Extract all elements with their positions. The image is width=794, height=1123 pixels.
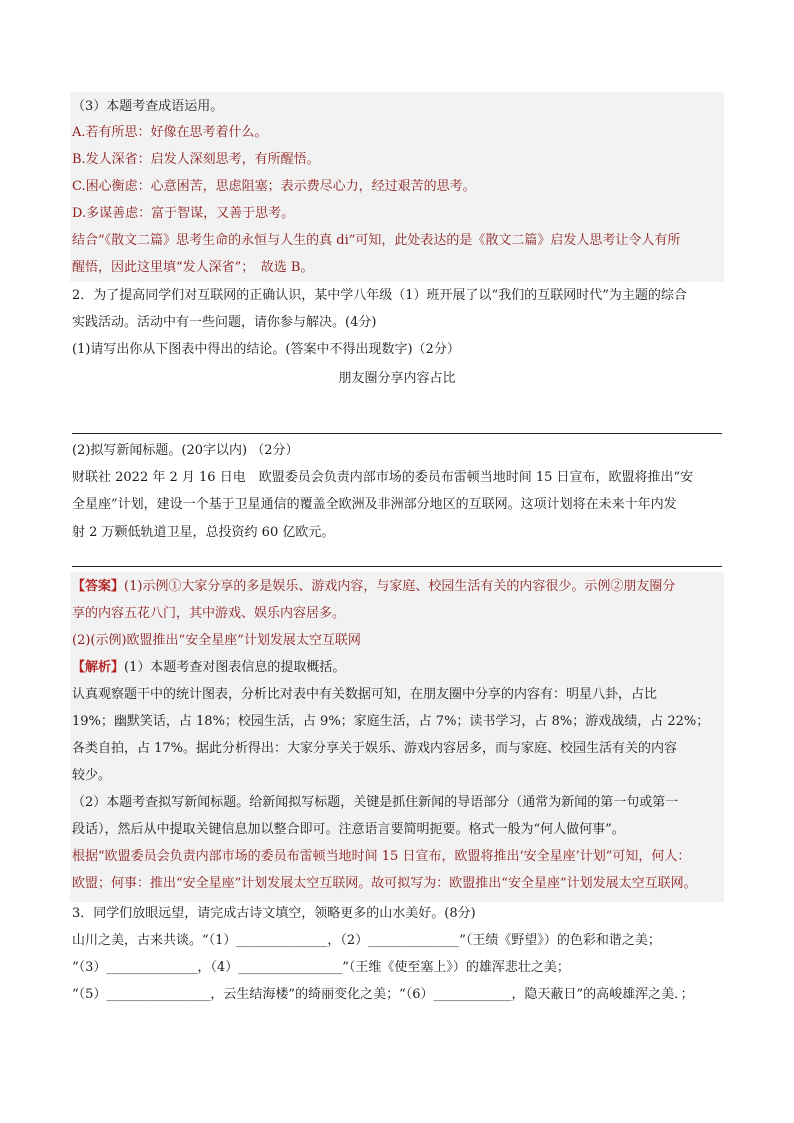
section1-line-2: A.若有所思：好像在思考着什么。 [72,125,268,140]
analysis-line-1: 认真观察题干中的统计图表，分析比对表中有关数据可知，在朋友圈中分享的内容有：明星八卦，占比 [72,687,658,702]
section1-line-3: B.发人深省：启发人深刻思考，有所醒悟。 [72,152,320,167]
analysis-tag: 【解析】 [72,660,125,675]
analysis-red-line-1: 根据“欧盟委员会负责内部市场的委员布雷顿当地时间 15 日宣布，欧盟将推出‘安全星座’计划”可知，何人： [72,849,691,864]
analysis-line-6: 段话），然后从中提取关键信息加以整合即可。注意语言要简明扼要。格式一般为“何人做何事”。 [72,822,625,837]
answer-line-3: (2)(示例)欧盟推出“安全星座”计划发展太空互联网 [72,633,361,648]
analysis-line-2: 19%；幽默笑话，占 18%；校园生活，占 9%；家庭生活，占 7%；读书学习，占 8%；游戏战绩，占 22%； [72,714,710,729]
question3-line-3: “（3）______________，（4）________________”（王维《使至塞上》）的雄浑悲壮之美； [72,960,570,975]
question3-line-4: “（5）________________，云生结海楼”的绮丽变化之美；“（6）____________，隐天蔽日”的高峻雄浑之美．； [72,987,694,1002]
analysis-first: (1）本题考查对图表信息的提取概括。 [124,660,346,675]
analysis-line-5: （2）本题考查拟写新闻标题。给新闻拟写标题，关键是抓住新闻的导语部分（通常为新闻的第一句或第一 [72,795,679,810]
answer-line-2: 享的内容五花八门，其中游戏、娱乐内容居多。 [72,606,346,621]
section1-line-4: C.困心衡虑：心意困苦，思虑阻塞；表示费尽心力，经过艰苦的思考。 [72,179,476,194]
chart-title: 朋友圈分享内容占比 [338,371,456,386]
question2-part2-line-3: 全星座”计划，建设一个基于卫星通信的覆盖全欧洲及非洲部分地区的互联网。这项计划将在未来十年内发 [72,497,677,512]
section1-line-6: 结合“《散文二篇》思考生命的永恒与人生的真 di”可知，此处表达的是《散文二篇》启发人思考让令人有所 [72,233,681,248]
answer-line-1 [72,578,675,596]
question2-part2-line-2: 财联社 2022 年 2 月 16 日电 欧盟委员会负责内部市场的委员布雷顿当地时间 15 日宣布，欧盟将推出“安 [72,470,694,485]
question2-line-3: (1)请写出你从下图表中得出的结论。(答案中不得出现数字)（2分） [72,342,460,357]
section1-line-7: 醒悟，因此这里填“发人深省”； 故选 B。 [72,260,314,275]
answer-blank-line-2 [72,566,722,567]
section1-line-1: （3）本题考查成语运用。 [72,99,224,114]
answer-blank-line-1 [72,433,722,434]
answer-tag: 【答案】 [72,579,125,594]
question2-line-1: 2．为了提高同学们对互联网的正确认识，某中学八年级（1）班开展了以“我们的互联网时代”为主题的综合 [72,288,687,303]
question2-part2-line-4: 射 2 万颗低轨道卫星，总投资约 60 亿欧元。 [72,525,335,540]
analysis-line-4: 较少。 [72,768,112,783]
question3-line-1: 3．同学们放眼远望，请完成古诗文填空，领略更多的山水美好。(8分) [72,906,476,921]
question2-line-2: 实践活动。活动中有一些问题，请你参与解决。(4分) [72,315,377,330]
question3-line-2: 山川之美，古来共谈。“（1）______________，（2）______________”（王绩《野望》）的色彩和谐之美； [72,933,661,948]
section1-line-5: D.多谋善虑：富于智谋，又善于思考。 [72,206,295,221]
analysis-line-0 [72,659,345,677]
analysis-red-line-2: 欧盟；何事：推出“安全星座”计划发展太空互联网。故可拟写为：欧盟推出“安全星座”计划发展太空互联网。 [72,876,697,891]
question2-part2-line-1: (2)拟写新闻标题。(20字以内) （2分） [72,443,299,458]
answer-text-1: (1)示例①大家分享的多是娱乐、游戏内容，与家庭、校园生活有关的内容很少。示例②朋友圈分 [124,579,676,594]
analysis-line-3: 各类自拍，占 17%。据此分析得出：大家分享关于娱乐、游戏内容居多，而与家庭、校园生活有关的内容 [72,741,678,756]
